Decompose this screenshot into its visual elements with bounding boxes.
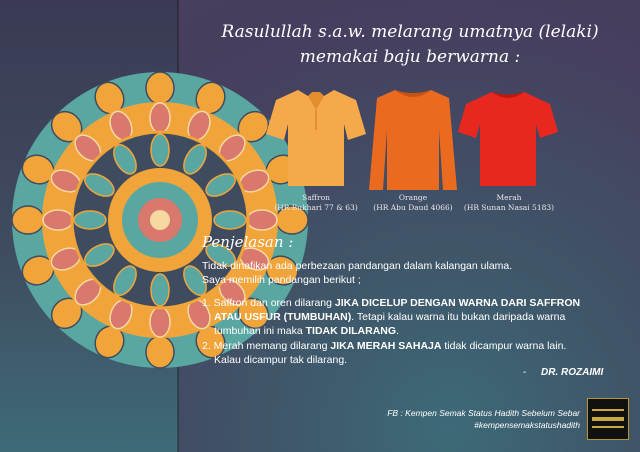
emphasis: ATAU USFUR (TUMBUHAN) [214,311,352,323]
mandala-petal [151,134,169,166]
long-sleeve-shirt-icon [367,86,459,192]
shirt-label: Merah [496,193,522,202]
logo-stripe [592,426,624,428]
logo-stripe [592,409,624,411]
footer-hashtag: #kempensemakstatushadith [474,420,580,430]
text: tumbuhan ini maka [214,325,306,337]
mandala-petal [43,210,73,230]
mandala-petal [150,103,170,133]
shirt-label: Saffron [302,193,330,202]
text: . Tetapi kalau warna itu bukan daripada warna [351,311,566,323]
mandala-petal [146,72,174,104]
intro-line-1: Tidak dinafikan ada perbezaan pandangan dalam kalangan ulama. [202,260,513,272]
point-1-line-3 [214,324,399,338]
shirt-caption-merah [454,193,564,213]
title-line-1: Rasulullah s.a.w. melarang umatnya (lelaki) [221,22,599,42]
mandala-center-dot [150,210,170,230]
text: 2. Merah memang dilarang [202,340,331,352]
shirt-source: (HR Sunan Nasai 5183) [463,203,555,212]
explanation-heading: Penjelasan : [202,233,294,251]
mandala-petal [74,211,106,229]
shirt-source: (HR Bukhari 77 & 63) [274,203,358,212]
mandala-petal [12,206,44,234]
campaign-logo-icon [587,398,629,440]
mandala-petal [150,307,170,337]
shirt-caption-orange [358,193,468,213]
shirt-label: Orange [398,193,428,202]
point-1-line-2 [214,310,565,324]
emphasis: TIDAK DILARANG [305,325,397,337]
main-content [180,0,640,452]
mandala-petal [151,274,169,306]
text: 1. Saffron dan oren dilarang [202,297,335,309]
collared-tshirt-icon [264,86,368,188]
point-2-line-1 [202,339,566,353]
shirt-source: (HR Abu Daud 4066) [373,203,453,212]
footer-fb: FB : Kempen Semak Status Hadith Sebelum Sebar [387,408,580,418]
mandala-petal [146,336,174,368]
text: tidak dicampur warna lain. [441,340,567,352]
logo-stripe [592,417,624,421]
shirt-caption-saffron [261,193,371,213]
point-1-line-1 [202,296,580,310]
point-2-line-2: Kalau dicampur tak dilarang. [214,354,348,366]
author-name: DR. ROZAIMI [541,367,604,378]
author-dash: - [523,367,527,378]
title-line-2: memakai baju berwarna : [299,47,521,67]
tshirt-icon [456,88,560,188]
text: . [396,325,399,337]
emphasis: JIKA DICELUP DENGAN WARNA DARI SAFFRON [334,297,581,309]
intro-line-2: Saya memilih pandangan berikut ; [202,274,361,286]
emphasis: JIKA MERAH SAHAJA [330,340,442,352]
